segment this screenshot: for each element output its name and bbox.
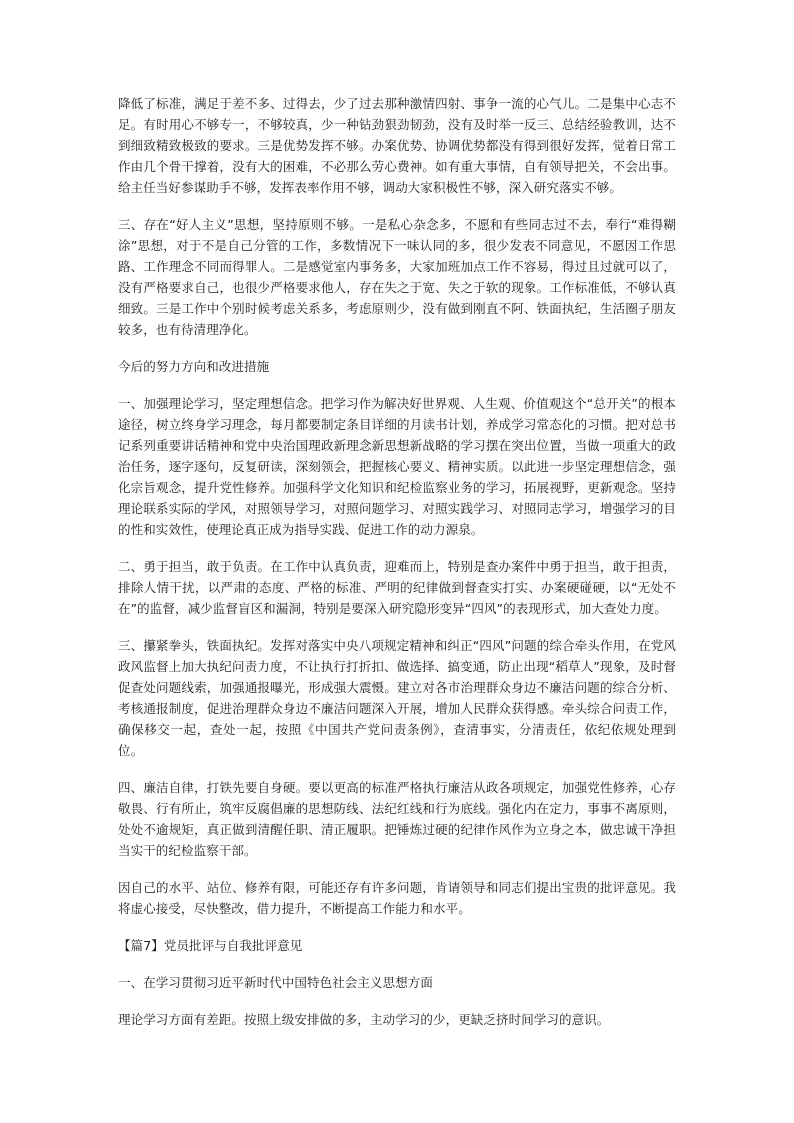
paragraph-discipline: 三、攥紧拳头，铁面执纪。发挥对落实中央八项规定精神和纠正“四风”问题的综合牵头作用，在党风政风监督上加大执纪问责力度，不让执行打折扣、做选择、搞变通，防止出现“稻草人”现象，及时督促查处问题线索，加强通报曝光，形成强大震慑。建立对各市治理群众身边不廉洁问题的综合分析、考核通报制度，促进治理群众身边不廉洁问题深入开展，增加人民群众获得感。牵头综合问责工作，确保移交一起，查处一起，按照《中国共产党问责条例》，查清事实，分清责任，依纪依规处理到位。	[118, 638, 676, 758]
paragraph-responsibility: 二、勇于担当，敢于负责。在工作中认真负责，迎难而上，特别是查办案件中勇于担当，敢于担责，排除人情干扰，以严肃的态度、严格的标准、严明的纪律做到督查实打实、办案硬碰硬，以“无处不在”的监督，减少监督盲区和漏洞，特别是要深入研究隐形变异“四风”的表现形式，加大查处力度。	[118, 559, 676, 616]
paragraph-theory-study: 一、加强理论学习，坚定理想信念。把学习作为解决好世界观、人生观、价值观这个“总开关”的根本途径，树立终身学习理念，每月都要制定条目详细的月读书计划，养成学习常态化的习惯。把对总书记系列重要讲话精神和党中央治国理政新理念新思想新战略的学习摆在突出位置，当做一项重大的政治任务，逐字逐句，反复研读，深刻领会，把握核心要义、精神实质。以此进一步坚定理想信念，强化宗旨观念，提升党性修养。加强科学文化知识和纪检监察业务的学习，拓展视野，更新观念。坚持理论联系实际的学风，对照领导学习，对照问题学习、对照实践学习、对照同志学习，增强学习的目的性和实效性，使理论真正成为指导实践、促进工作的动力源泉。	[118, 396, 676, 537]
paragraph-work-attitude: 降低了标准，满足于差不多、过得去，少了过去那种激情四射、事争一流的心气儿。二是集中心志不足。有时用心不够专一，不够较真，少一种钻劲狠劲韧劲，没有及时举一反三、总结经验教训，达不到细致精致极致的要求。三是优势发挥不够。办案优势、协调优势都没有得到很好发挥，觉着日常工作由几个骨干撑着，没有大的困难，不必那么劳心费神。如有重大事情，自有领导把关，不会出事。给主任当好参谋助手不够，发挥表率作用不够，调动大家积极性不够，深入研究落实不够。	[118, 96, 676, 195]
paragraph-closing: 因自己的水平、站位、修养有限，可能还存有许多问题，肯请领导和同志们提出宝贵的批评意见。我将虚心接受，尽快整改，借力提升，不断提高工作能力和水平。	[118, 880, 676, 916]
section-heading-improvement: 今后的努力方向和改进措施	[118, 359, 270, 374]
paragraph-good-person-ism: 三、存在“好人主义”思想，坚持原则不够。一是私心杂念多，不愿和有些同志过不去，奉行“难得糊涂”思想，对于不是自己分管的工作，多数情况下一味认同的多，很少发表不同意见，不愿因工作思路、工作理念不同而得罪人。二是感觉室内事务多，大家加班加点工作不容易，得过且过就可以了，没有严格要求自己，也很少严格要求他人，存在失之于宽、失之于软的现象。工作标准低，不够认真细致。三是工作中个别时候考虑关系多，考虑原则少，没有做到刚直不阿、铁面执纪，生活圈子朋友较多，也有待清理净化。	[118, 217, 676, 337]
article-heading-7: 【篇7】党员批评与自我批评意见	[118, 938, 303, 953]
section-heading-study-thought: 一、在学习贯彻习近平新时代中国特色社会主义思想方面	[118, 975, 434, 990]
paragraph-integrity: 四、廉洁自律，打铁先要自身硬。要以更高的标准严格执行廉洁从政各项规定，加强党性修养，心存敬畏、行有所止，筑牢反腐倡廉的思想防线、法纪红线和行为底线。强化内在定力，事事不离原则，处处不逾规矩，真正做到清醒任职、清正履职。把锤炼过硬的纪律作风作为立身之本，做忠诚干净担当实干的纪检监察干部。	[118, 780, 676, 858]
paragraph-theory-gap: 理论学习方面有差距。按照上级安排做的多，主动学习的少，更缺乏挤时间学习的意识。	[118, 1012, 610, 1027]
